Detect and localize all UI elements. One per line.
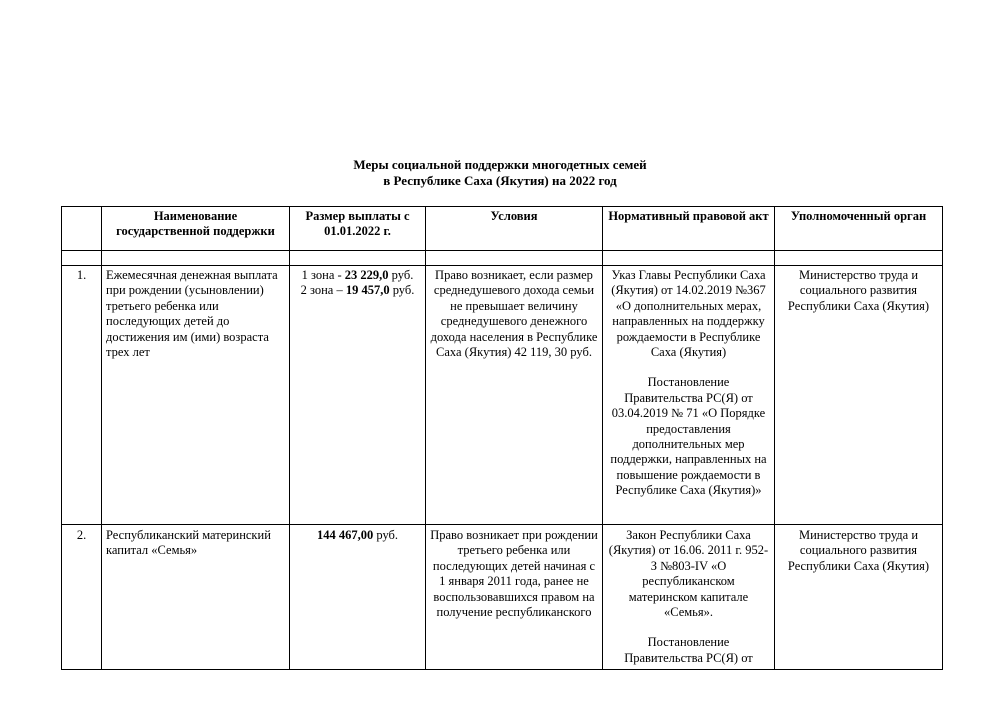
legal-act: [603, 525, 775, 670]
table-row: [62, 266, 943, 525]
support-name: Ежемесячная денежная выплата при рождении (усыновлении) третьего ребенка или последующих детей до достижения им (ими) возраста трех лет: [102, 266, 290, 525]
authority: Министерство труда и социального развития Республики Саха (Якутия): [775, 525, 943, 670]
table-header-row: [62, 207, 943, 251]
title-line-1: Меры социальной поддержки многодетных семей: [353, 157, 647, 172]
row-number: 1.: [62, 266, 102, 525]
amount-zone-1: 1 зона - 23 229,0 руб.: [301, 268, 414, 282]
header-support-name: Наименование государственной поддержки: [102, 207, 290, 251]
header-conditions: Условия: [426, 207, 603, 251]
legal-act-law: Закон Республики Саха (Якутия) от 16.06. 2011 г. 952-З №803-IV «О республиканском материнском капитале «Семья».: [608, 528, 769, 620]
row-number: 2.: [62, 525, 102, 670]
support-measures-table: [61, 206, 943, 670]
legal-act: [603, 266, 775, 525]
header-number: [62, 207, 102, 251]
amount-zone-2: 2 зона – 19 457,0 руб.: [300, 283, 415, 298]
header-payment-amount: Размер выплаты с 01.01.2022 г.: [290, 207, 426, 251]
legal-act-resolution: Постановление Правительства РС(Я) от: [624, 635, 753, 665]
authority: Министерство труда и социального развития Республики Саха (Якутия): [775, 266, 943, 525]
conditions: Право возникает при рождении третьего ребенка или последующих детей начиная с 1 января 2011 года, ранее не воспользовавшихся правом на получение республиканского: [426, 525, 603, 670]
payment-amount: 144 467,00 руб.: [290, 525, 426, 670]
table-spacer-row: [62, 251, 943, 266]
header-legal-act: Нормативный правовой акт: [603, 207, 775, 251]
title-line-2: в Республике Саха (Якутия) на 2022 год: [383, 173, 617, 188]
header-authority: Уполномоченный орган: [775, 207, 943, 251]
document-title: [0, 157, 1000, 189]
payment-amount: [290, 266, 426, 525]
table-row: [62, 525, 943, 670]
conditions: Право возникает, если размер среднедушевого дохода семьи не превышает величину среднедушевого денежного дохода населения в Республике Саха (Якутия) 42 119, 30 руб.: [426, 266, 603, 525]
legal-act-resolution: Постановление Правительства РС(Я) от 03.04.2019 № 71 «О Порядке предоставления дополнительных мер поддержки, направленных на повышение рождаемости в Республике Саха (Якутия)»: [610, 375, 767, 498]
legal-act-decree: Указ Главы Республики Саха (Якутия) от 14.02.2019 №367 «О дополнительных мерах, направленных на поддержку рождаемости в Республике Саха (Якутия): [611, 268, 766, 360]
support-name: Республиканский материнский капитал «Семья»: [102, 525, 290, 670]
